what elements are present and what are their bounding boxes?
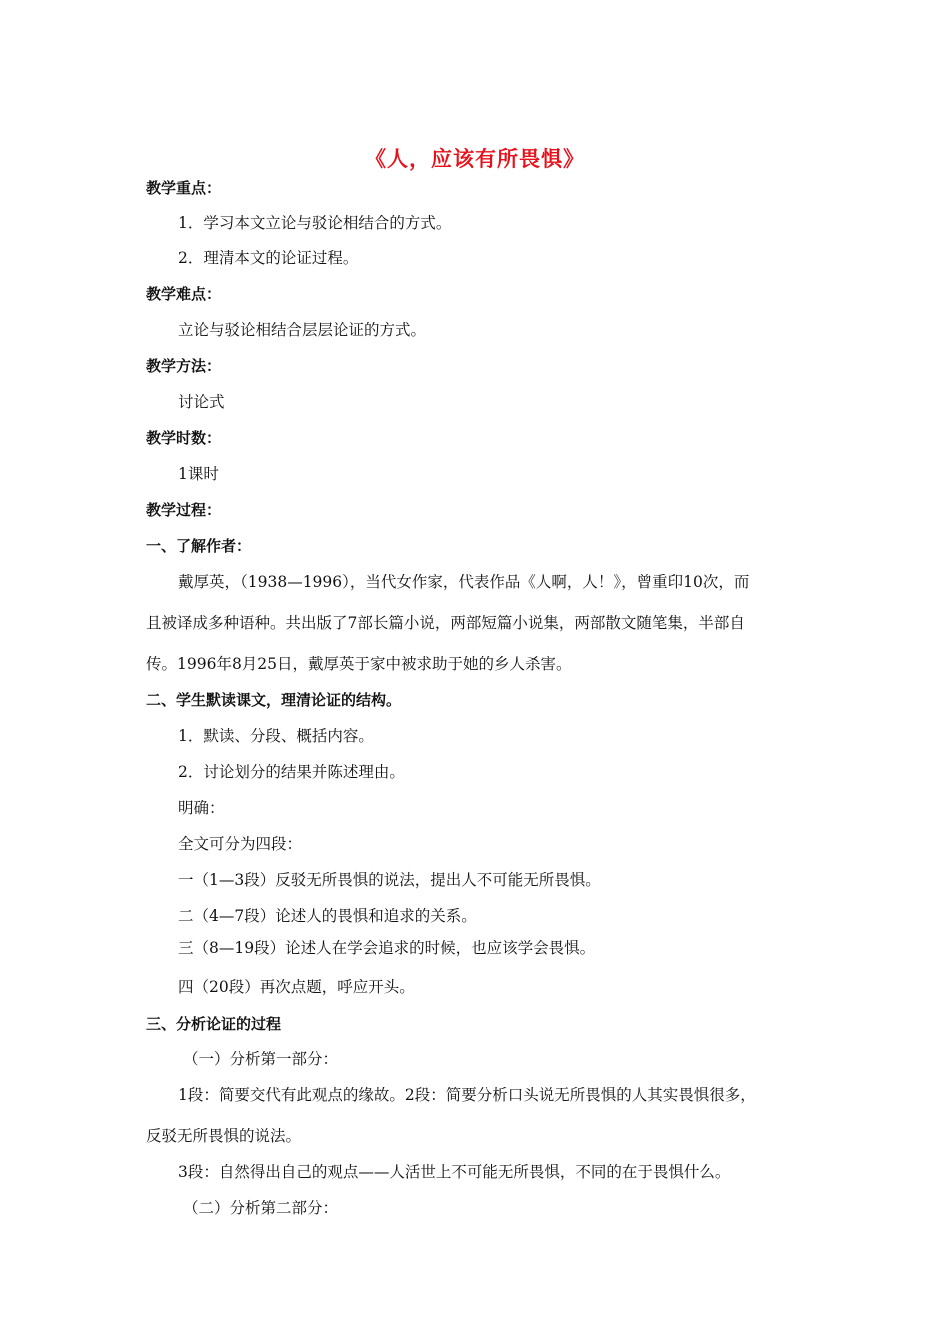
section3-para1-line-1: 1段：简要交代有此观点的缘故。2段：简要分析口头说无所畏惧的人其实畏惧很多， — [178, 1086, 756, 1104]
section1-para-line-3: 传。1996年8月25日，戴厚英于家中被求助于她的乡人杀害。 — [146, 655, 572, 673]
section2-item-1: 1．默读、分段、概括内容。 — [178, 727, 374, 745]
section1-heading: 一、了解作者： — [146, 537, 252, 555]
document-title: 《人，应该有所畏惧》 — [365, 146, 585, 171]
focus-item-1: 1．学习本文立论与驳论相结合的方式。 — [178, 214, 452, 232]
section2-item-2: 2．讨论划分的结果并陈述理由。 — [178, 763, 405, 781]
section3-para2: 3段：自然得出自己的观点——人活世上不可能无所畏惧，不同的在于畏惧什么。 — [178, 1163, 731, 1181]
section2-part-4: 四（20段）再次点题，呼应开头。 — [178, 978, 415, 996]
section2-clarify: 明确： — [178, 799, 225, 817]
section3-heading: 三、分析论证的过程 — [146, 1015, 282, 1033]
method-text: 讨论式 — [178, 393, 225, 411]
focus-item-2: 2．理清本文的论证过程。 — [178, 249, 359, 267]
difficulty-text: 立论与驳论相结合层层论证的方式。 — [178, 321, 427, 339]
focus-heading: 教学重点： — [146, 179, 222, 197]
section3-para1-line-2: 反驳无所畏惧的说法。 — [146, 1127, 302, 1145]
section3-sub2: （二）分析第二部分： — [183, 1199, 339, 1217]
section2-summary: 全文可分为四段： — [178, 835, 303, 853]
difficulty-heading: 教学难点： — [146, 285, 222, 303]
section2-part-2: 二（4—7段）论述人的畏惧和追求的关系。 — [178, 907, 477, 925]
hours-heading: 教学时数： — [146, 429, 222, 447]
method-heading: 教学方法： — [146, 357, 222, 375]
section2-part-1: 一（1—3段）反驳无所畏惧的说法，提出人不可能无所畏惧。 — [178, 871, 601, 889]
section3-sub1: （一）分析第一部分： — [183, 1050, 339, 1068]
section1-para-line-1: 戴厚英，（1938—1996），当代女作家，代表作品《人啊，人！》，曾重印10次，而 — [178, 573, 750, 591]
process-heading: 教学过程： — [146, 501, 222, 519]
section2-part-3: 三（8—19段）论述人在学会追求的时候，也应该学会畏惧。 — [178, 939, 596, 957]
section2-heading: 二、学生默读课文，理清论证的结构。 — [146, 691, 402, 709]
section1-para-line-2: 且被译成多种语种。共出版了7部长篇小说，两部短篇小说集，两部散文随笔集，半部自 — [146, 614, 745, 632]
hours-text: 1课时 — [178, 465, 219, 483]
